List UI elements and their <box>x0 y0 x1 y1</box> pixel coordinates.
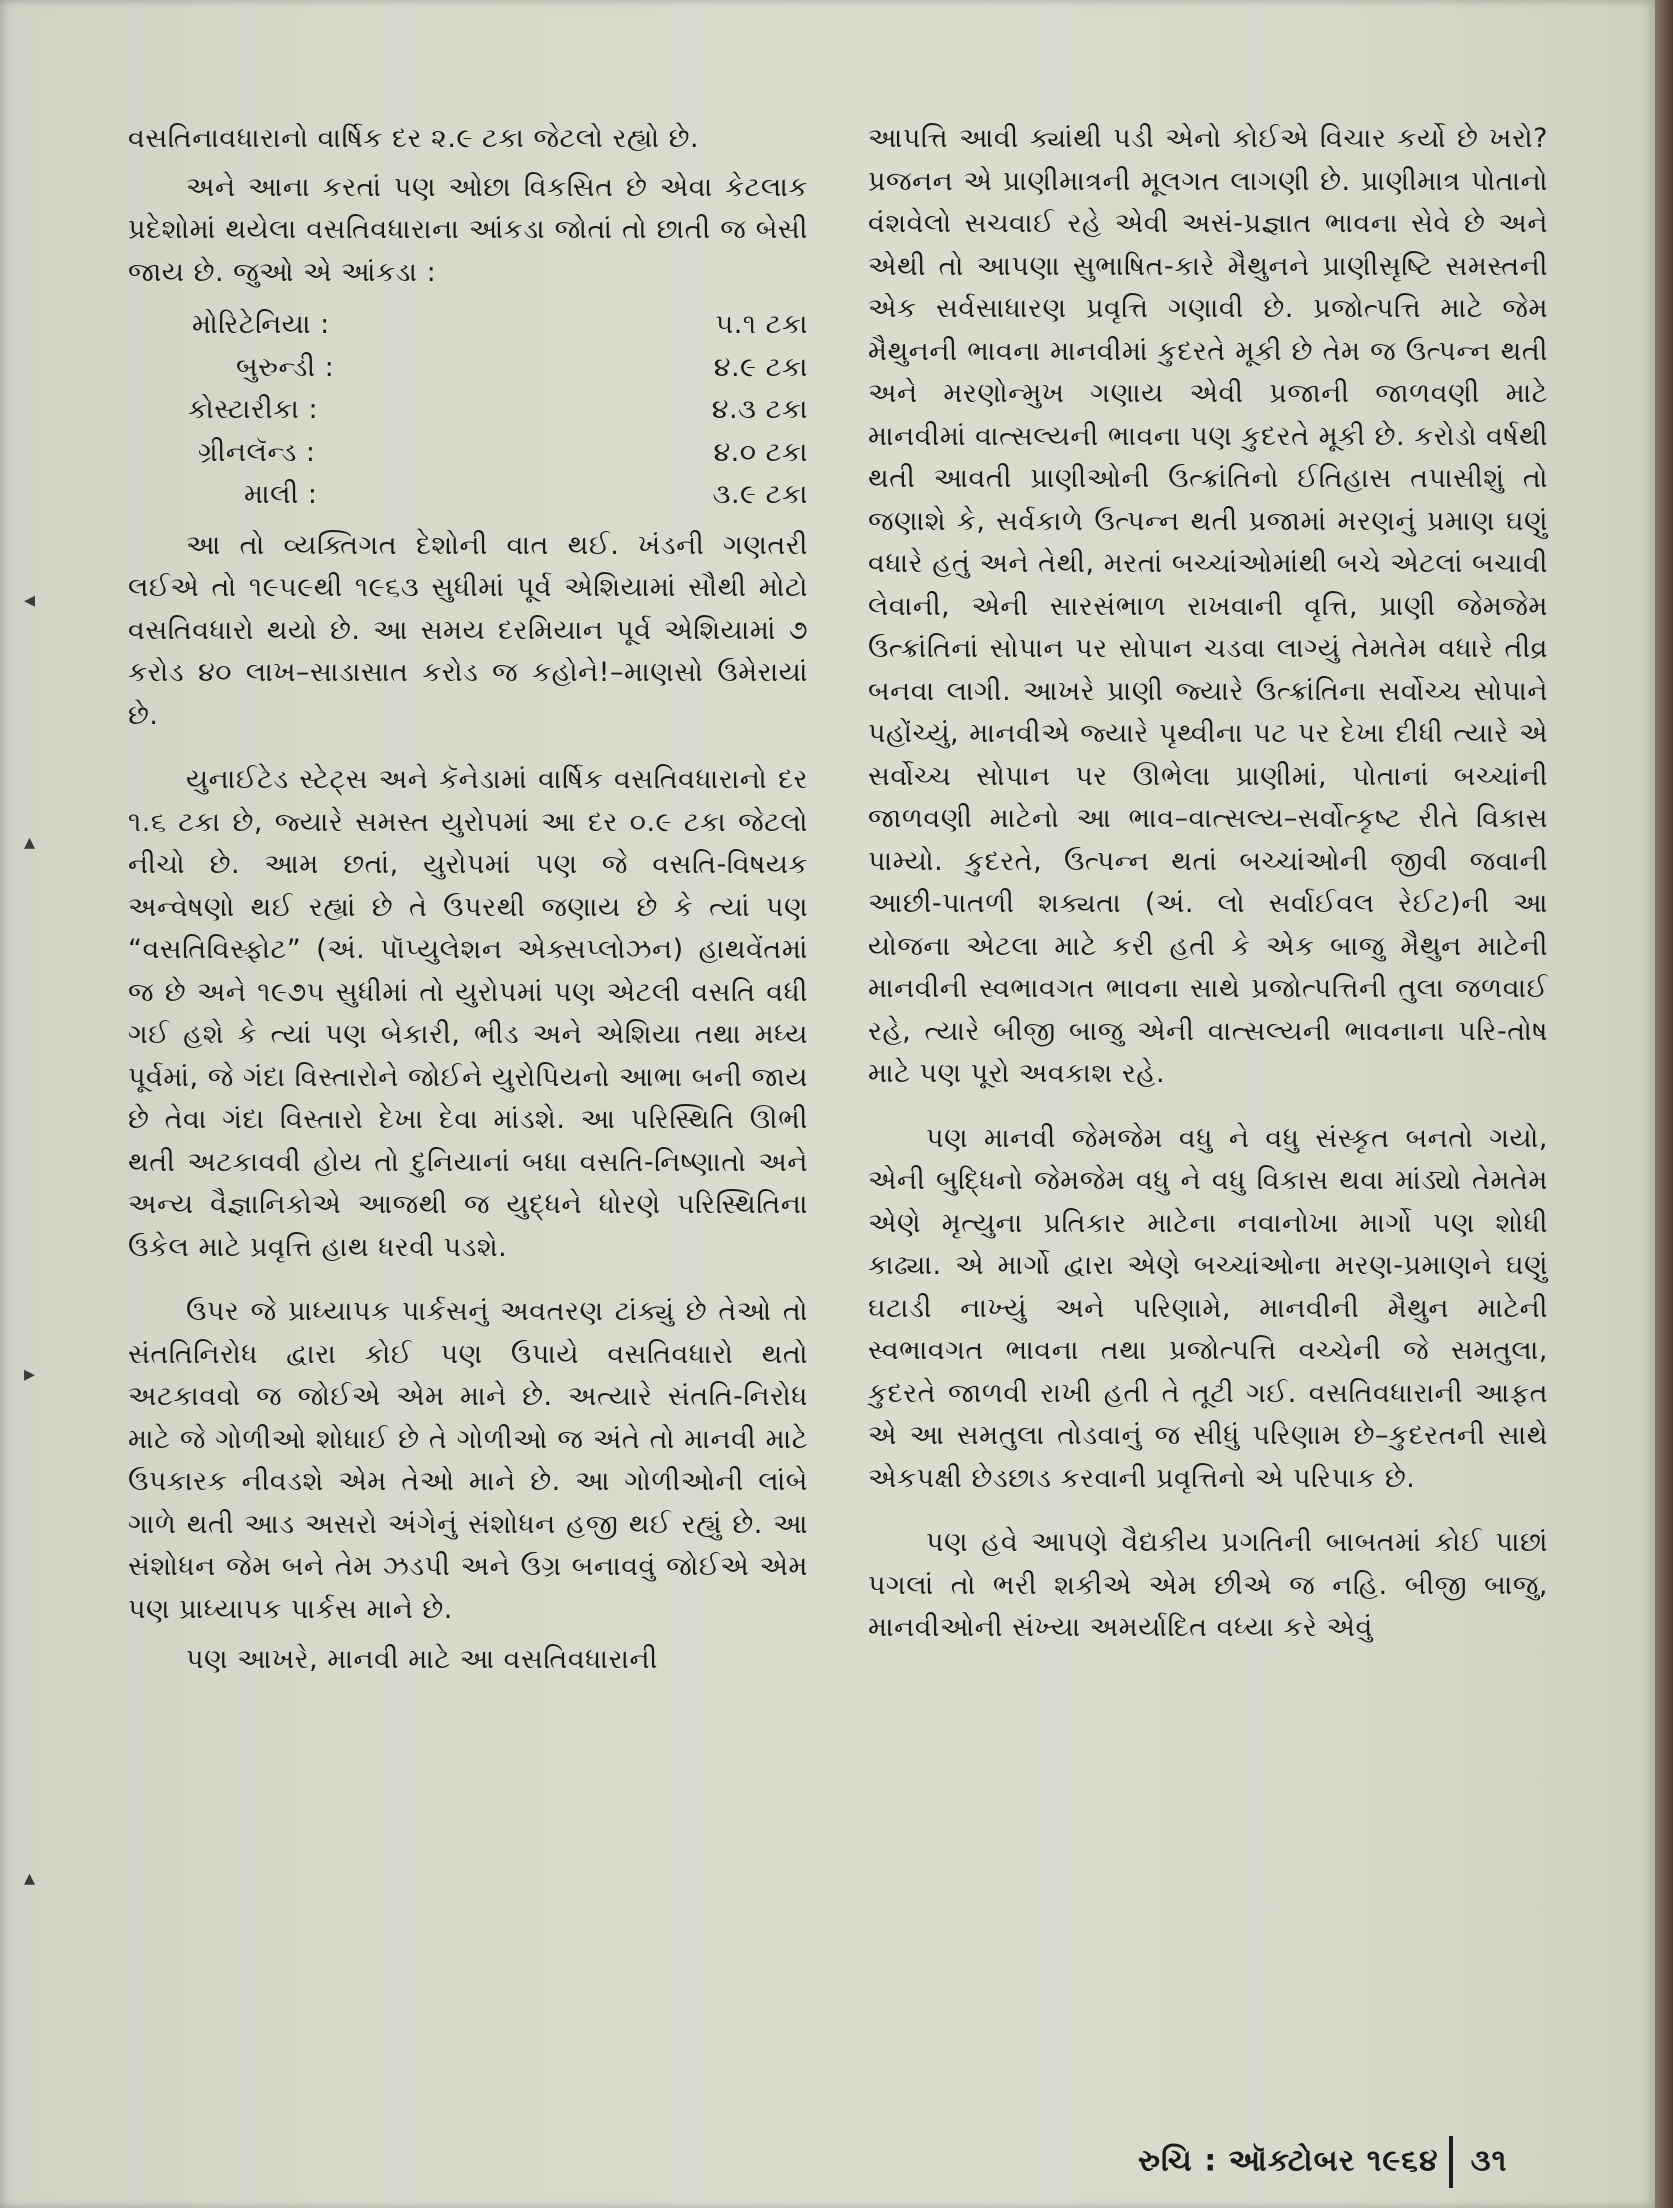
growth-rate: ૪.૯ ટકા <box>713 351 808 383</box>
country-name: ગ્રીનલૅન્ડ : <box>198 436 316 468</box>
growth-rate: ૫.૧ ટકા <box>715 309 808 340</box>
list-item <box>128 304 808 347</box>
country-name: કોસ્ટારીકા : <box>188 394 319 425</box>
list-item <box>128 389 808 432</box>
paragraph: આપત્તિ આવી ક્યાંથી પડી એનો કોઈએ વિચાર કર્યો છે ખરો? પ્રજનન એ પ્રાણીમાત્રની મૂલગત લાગણી છે. પ્રાણીમાત્ર પોતાનો વંશવેલો સચવાઈ રહે એવી અસં-પ્રજ્ઞાત ભાવના સેવે છે અને એથી તો આપણા સુભાષિત-કારે મૈથુનને પ્રાણીસૃષ્ટિ સમસ્તની એક સર્વસાધારણ પ્રવૃત્તિ ગણાવી છે. પ્રજોત્પત્તિ માટે જેમ મૈથુનની ભાવના માનવીમાં કુદરતે મૂકી છે તેમ જ ઉત્પન્ન થતી અને મરણોન્મુખ ગણાય એવી પ્રજાની જાળવણી માટે માનવીમાં વાત્સલ્યની ભાવના પણ કુદરતે મૂકી છે. કરોડો વર્ષથી થતી આવતી પ્રાણીઓની ઉત્ક્રાંતિનો ઈતિહાસ તપાસીશું તો જણાશે કે, સર્વકાળે ઉત્પન્ન થતી પ્રજામાં મરણનું પ્રમાણ ઘણું વધારે હતું અને તેથી, મરતાં બચ્ચાંઓમાંથી બચે એટલાં બચાવી લેવાની, એની સારસંભાળ રાખવાની વૃત્તિ, પ્રાણી જેમજેમ ઉત્ક્રાંતિનાં સોપાન પર સોપાન ચડવા લાગ્યું તેમતેમ વધારે તીવ્ર બનવા લાગી. આખરે પ્રાણી જ્યારે ઉત્ક્રાંતિના સર્વોચ્ચ સોપાને પહોંચ્યું, માનવીએ જ્યારે પૃથ્વીના પટ પર દેખા દીધી ત્યારે એ સર્વોચ્ચ સોપાન પર ઊભેલા પ્રાણીમાં, પોતાનાં બચ્ચાંની જાળવણી માટેનો આ ભાવ–વાત્સલ્ય–સર્વોત્કૃષ્ટ રીતે વિકાસ પામ્યો. કુદરતે, ઉત્પન્ન થતાં બચ્ચાંઓની જીવી જવાની આછી-પાતળી શક્યતા (અં. લો સર્વાઈવલ રેઈટ)ની આ યોજના એટલા માટે કરી હતી કે એક બાજુ મૈથુન માટેની માનવીની સ્વભાવગત ભાવના સાથે પ્રજોત્પત્તિની તુલા જળવાઈ રહે, ત્યારે બીજી બાજુ એની વાત્સલ્યની ભાવનાના પરિ-તોષ માટે પણ પૂરો અવકાશ રહે. <box>868 123 1548 1089</box>
left-column <box>128 118 808 1682</box>
list-item <box>128 474 808 517</box>
growth-rate: ૪.૦ ટકા <box>713 436 808 468</box>
page-footer <box>1138 2136 1507 2188</box>
paragraph: ઉપર જે પ્રાધ્યાપક પાર્કસનું અવતરણ ટાંક્યું છે તેઓ તો સંતતિનિરોધ દ્વારા કોઈ પણ ઉપાયે વસતિવધારો થતો અટકાવવો જ જોઈએ એમ માને છે. અત્યારે સંતતિ-નિરોધ માટે જે ગોળીઓ શોધાઈ છે તે ગોળીઓ જ અંતે તો માનવી માટે ઉપકારક નીવડશે એમ તેઓ માને છે. આ ગોળીઓની લાંબે ગાળે થતી આડ અસરો અંગેનું સંશોધન હજી થઈ રહ્યું છે. આ સંશોધન જેમ બને તેમ ઝડપી અને ઉગ્ર બનાવવું જોઈએ એમ પણ પ્રાધ્યાપક પાર્કસ માને છે. <box>128 1296 808 1625</box>
margin-mark: ▸ <box>24 1362 36 1387</box>
magazine-issue: રુચિ : ઑક્ટોબર ૧૯૬૪ <box>1138 2143 1439 2179</box>
footer-divider <box>1449 2136 1453 2188</box>
paragraph: પણ માનવી જેમજેમ વધુ ને વધુ સંસ્કૃત બનતો ગયો, એની બુદ્ધિનો જેમજેમ વધુ ને વધુ વિકાસ થવા માંડ્યો તેમતેમ એણે મૃત્યુના પ્રતિકાર માટેના નવાનોખા માર્ગો પણ શોધી કાઢ્યા. એ માર્ગો દ્વારા એણે બચ્ચાંઓના મરણ-પ્રમાણને ઘણું ઘટાડી નાખ્યું અને પરિણામે, માનવીની મૈથુન માટેની સ્વભાવગત ભાવના તથા પ્રજોત્પત્તિ વચ્ચેની જે સમતુલા, કુદરતે જાળવી રાખી હતી તે તૂટી ગઈ. વસતિવધારાની આફત એ આ સમતુલા તોડવાનું જ સીધું પરિણામ છે–કુદરતની સાથે એકપક્ષી છેડછાડ કરવાની પ્રવૃત્તિનો એ પરિપાક છે. <box>868 1122 1548 1494</box>
paragraph: આ તો વ્યક્તિગત દેશોની વાત થઈ. ખંડની ગણતરી લઈએ તો ૧૯૫૯થી ૧૯૬૩ સુધીમાં પૂર્વ એશિયામાં સૌથી મોટો વસતિવધારો થયો છે. આ સમય દરમિયાન પૂર્વ એશિયામાં ૭ કરોડ ૪૦ લાખ–સાડાસાત કરોડ જ કહોને!–માણસો ઉમેરાયાં છે. <box>128 529 808 731</box>
paragraph: પણ આખરે, માનવી માટે આ વસતિવધારાની <box>186 1644 658 1675</box>
margin-mark: ▴ <box>24 830 36 855</box>
list-item <box>128 432 808 475</box>
margin-mark: ▴ <box>24 1866 36 1891</box>
paragraph: અને આના કરતાં પણ ઓછા વિકસિત છે એવા કેટલાક પ્રદેશોમાં થયેલા વસતિવધારાના આંકડા જોતાં તો છાતી જ બેસી જાય છે. જુઓ એ આંકડા : <box>128 171 808 288</box>
country-name: બુરુન્ડી : <box>236 351 335 383</box>
margin-mark: ◂ <box>24 588 36 613</box>
growth-rate-list <box>128 304 808 517</box>
page-edge <box>1655 0 1673 2208</box>
country-name: માલી : <box>244 479 318 510</box>
page-number: ૩૧ <box>1470 2143 1508 2179</box>
paragraph: પણ હવે આપણે વૈદ્યકીય પ્રગતિની બાબતમાં કોઈ પાછાં પગલાં તો ભરી શકીએ એમ છીએ જ નહિ. બીજી બાજુ, માનવીઓની સંખ્યા અમર્યાદિત વધ્યા કરે એવું <box>868 1527 1548 1643</box>
country-name: મોરિટેનિયા : <box>192 309 330 340</box>
growth-rate: ૩.૯ ટકા <box>712 479 808 510</box>
paragraph: યુનાઈટેડ સ્ટેટ્સ અને કૅનેડામાં વાર્ષિક વસતિવધારાનો દર ૧.૬ ટકા છે, જ્યારે સમસ્ત યુરોપમાં આ દર ૦.૯ ટકા જેટલો નીચો છે. આમ છતાં, યુરોપમાં પણ જે વસતિ-વિષયક અન્વેષણો થઈ રહ્યાં છે તે ઉપરથી જણાય છે કે ત્યાં પણ “વસતિવિસ્ફોટ” (અં. પૉપ્યુલેશન એક્સપ્લોઝન) હાથવેંતમાં જ છે અને ૧૯૭૫ સુધીમાં તો યુરોપમાં પણ એટલી વસતિ વધી ગઈ હશે કે ત્યાં પણ બેકારી, ભીડ અને એશિયા તથા મધ્ય પૂર્વમાં, જે ગંદા વિસ્તારોને જોઈને યુરોપિયનો આભા બની જાય છે તેવા ગંદા વિસ્તારો દેખા દેવા માંડશે. આ પરિસ્થિતિ ઊભી થતી અટકાવવી હોય તો દુનિયાનાં બધા વસતિ-નિષ્ણાતો અને અન્ય વૈજ્ઞાનિકોએ આજથી જ યુદ્ધને ધોરણે પરિસ્થિતિના ઉકેલ માટે પ્રવૃત્તિ હાથ ધરવી પડશે. <box>128 764 808 1263</box>
growth-rate: ૪.૩ ટકા <box>711 394 808 425</box>
right-column <box>868 118 1548 1650</box>
paragraph: વસતિનાવધારાનો વાર્ષિક દર ૨.૯ ટકા જેટલો રહ્યો છે. <box>128 123 700 154</box>
list-item <box>128 347 808 390</box>
